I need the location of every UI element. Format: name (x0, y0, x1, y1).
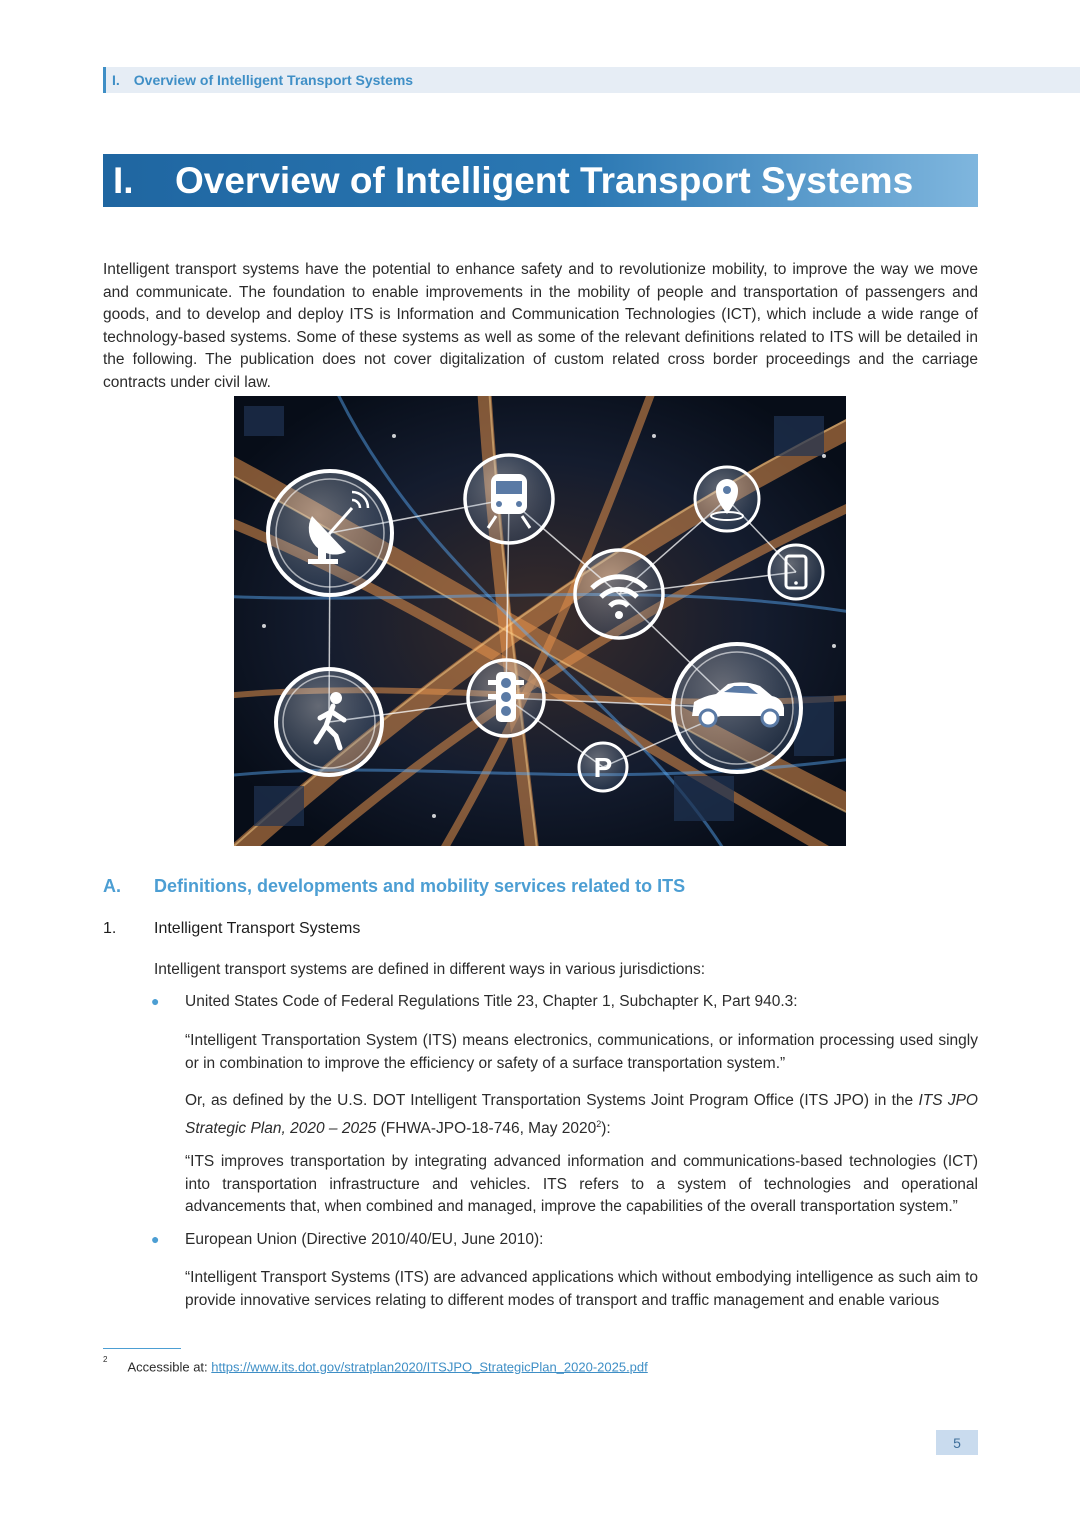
running-header-number: I. (112, 72, 120, 88)
footnote-label: Accessible at: (127, 1359, 212, 1375)
or-text-after: (FHWA-JPO-18-746, May 2020 (376, 1119, 597, 1137)
footnote (103, 1355, 648, 1375)
parking-glyph: P (593, 752, 613, 783)
section-a-title: Definitions, developments and mobility services related to ITS (154, 876, 686, 896)
bullet-1-quote-2: “ITS improves transportation by integrating advanced information and communications-based technologies (ICT) into transportation infrastructure and vehicles. ITS refers to a system of technologies and operational advancements that, when combined and managed, improve the capabilities of the overall transportation system.” (185, 1153, 978, 1216)
or-text-before: Or, as defined by the U.S. DOT Intelligent Transportation Systems Joint Program Office (ITS JPO) in the (185, 1092, 919, 1109)
traffic-light-icon (468, 660, 544, 736)
bullet-1-label: United States Code of Federal Regulations Title 23, Chapter 1, Subchapter K, Part 940.3: (185, 993, 798, 1010)
hero-image (234, 396, 846, 846)
smartphone-icon (769, 545, 823, 599)
satellite-dish-icon (268, 471, 392, 595)
footnote-divider (103, 1348, 181, 1349)
running-header-title: Overview of Intelligent Transport Systems (133, 72, 414, 88)
running-header (103, 67, 1080, 93)
train-icon (465, 455, 553, 543)
bullet-marker: ● (151, 1231, 160, 1247)
subsection-1-number: 1. (103, 920, 117, 937)
subsection-1-heading (103, 920, 978, 938)
or-text-end: ): (601, 1119, 611, 1137)
bullet-1-or-paragraph (185, 1090, 978, 1140)
bullet-2-label: European Union (Directive 2010/40/EU, June 2010): (185, 1231, 544, 1248)
pedestrian-icon (276, 669, 382, 775)
bullet-1-quote: “Intelligent Transportation System (ITS) means electronics, communications, or information processing used singly or in combination to improve the efficiency or safety of a surface transportation system.” (185, 1032, 978, 1072)
car-icon (673, 644, 801, 772)
page-number: 5 (936, 1430, 978, 1455)
chapter-number: I. (113, 159, 134, 201)
bullet-marker: ● (151, 993, 160, 1009)
chapter-title: Overview of Intelligent Transport Systems (175, 159, 914, 201)
lead-in-paragraph: Intelligent transport systems are defined in different ways in various jurisdictions: (154, 961, 706, 978)
section-a-heading (103, 876, 978, 897)
footnote-link[interactable]: https://www.its.dot.gov/stratplan2020/ITSJPO_StrategicPlan_2020-2025.pdf (211, 1359, 648, 1375)
subsection-1-title: Intelligent Transport Systems (154, 920, 361, 937)
bullet-2-quote: “Intelligent Transport Systems (ITS) are advanced applications which without embodying intelligence as such aim to provide innovative services relating to different modes of transport and traffic management and enable various (185, 1269, 978, 1309)
chapter-banner (103, 154, 978, 207)
section-a-number: A. (103, 876, 121, 896)
parking-icon (579, 743, 627, 791)
footnote-ref[interactable]: 2 (596, 1118, 602, 1129)
intro-paragraph: Intelligent transport systems have the potential to enhance safety and to revolutionize mobility, to improve the way we move and communicate. The foundation to enable improvements in the mobility of people and transportation of passengers and goods, and to develop and deploy ITS is Information and Communication Technologies (ICT), which include a wide range of technology-based systems. Some of these systems as well as some of the relevant definitions related to ITS will be detailed in the following. The publication does not cover digitalization of custom related cross border proceedings and the carriage contracts under civil law. (103, 261, 978, 391)
location-pin-icon (695, 467, 759, 531)
footnote-marker: 2 (103, 1355, 108, 1364)
or-text-italic: ITS JPO Strategic Plan, 2020 – 2025 (185, 1092, 978, 1137)
wifi-icon (575, 550, 663, 638)
